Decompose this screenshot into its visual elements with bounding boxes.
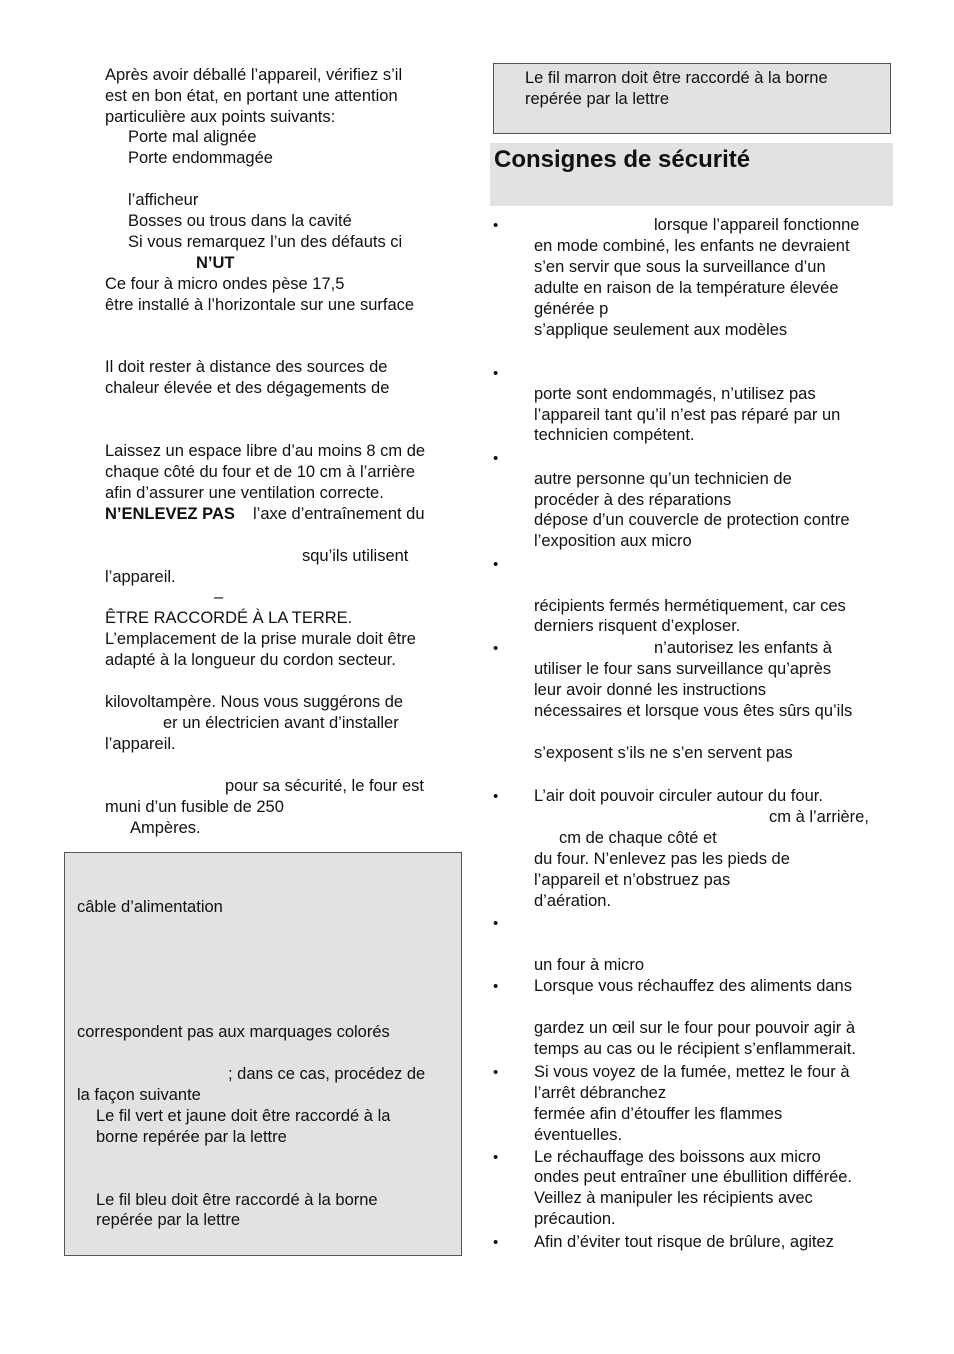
text-line: squ’ils utilisent [302,547,409,565]
text-line: éventuelles. [534,1126,623,1144]
text-line: gardez un œil sur le four pour pouvoir agir à [534,1019,855,1037]
text-line: Après avoir déballé l’appareil, vérifiez s’il [105,66,403,84]
wiring-box-line: la façon suivante [77,1086,201,1104]
text-line: s’exposent s’ils ne s’en servent pas [534,744,793,762]
text-line: Afin d’éviter tout risque de brûlure, agitez [534,1233,834,1251]
text-line: Porte endommagée [128,149,273,167]
text-line: L’emplacement de la prise murale doit être [105,630,416,648]
text-line: derniers risquent d’exploser. [534,617,741,635]
text-line: s’en servir que sous la surveillance d’un [534,258,826,276]
text-line: L’air doit pouvoir circuler autour du four. [534,787,823,805]
text-line: chaleur élevée et des dégagements de [105,379,390,397]
text-line: Ampères. [130,819,201,837]
text-line: procéder à des réparations [534,491,732,509]
text-line: muni d’un fusible de 250 [105,798,284,816]
text-line: nécessaires et lorsque vous êtes sûrs qu’ils [534,702,853,720]
text-line: fermée afin d’étouffer les flammes [534,1105,783,1123]
text-line: utiliser le four sans surveillance qu’après [534,660,832,678]
text-line: n’autorisez les enfants à [654,639,832,657]
bullet-marker: • [493,640,499,657]
text-line: l’appareil et n’obstruez pas [534,871,731,889]
wiring-box-line: correspondent pas aux marquages colorés [77,1023,390,1041]
text-line: du four. N’enlevez pas les pieds de [534,850,790,868]
wiring-box-line: câble d’alimentation [77,898,223,916]
bullet-marker: • [493,365,499,382]
bullet-marker: • [493,556,499,573]
text-line: Bosses ou trous dans la cavité [128,212,352,230]
text-line: adapté à la longueur du cordon secteur. [105,651,396,669]
text-line: lorsque l’appareil fonctionne [654,216,860,234]
text-line: l’appareil. [105,568,176,586]
text-line: autre personne qu’un technicien de [534,470,792,488]
bullet-marker: • [493,450,499,467]
text-line: adulte en raison de la température élevée [534,279,839,297]
text-line: – [214,588,224,606]
text-line: l’afficheur [128,191,199,209]
text-line: ondes peut entraîner une ébullition différée. [534,1168,853,1186]
text-line: Si vous remarquez l’un des défauts ci [128,233,403,251]
text-line: générée p [534,300,609,318]
text-line: N’ENLEVEZ PAS [105,505,235,523]
text-line: afin d’assurer une ventilation correcte. [105,484,384,502]
text-line: Laissez un espace libre d’au moins 8 cm de [105,442,426,460]
text-line: ÊTRE RACCORDÉ À LA TERRE. [105,609,353,627]
bullet-marker: • [493,915,499,932]
bullet-marker: • [493,1234,499,1251]
text-line: Ce four à micro ondes pèse 17,5 [105,275,345,293]
text-line: en mode combiné, les enfants ne devraient [534,237,850,255]
text-line: dépose d’un couvercle de protection contre [534,511,850,529]
text-line: être installé à l’horizontale sur une surface [105,296,415,314]
text-line: technicien compétent. [534,426,695,444]
bullet-marker: • [493,788,499,805]
text-line: chaque côté du four et de 10 cm à l’arrière [105,463,416,481]
text-line: particulière aux points suivants: [105,108,336,126]
text-line: d’aération. [534,892,612,910]
text-line: cm à l’arrière, [769,808,869,826]
text-line: un four à micro [534,956,645,974]
text-line: Lorsque vous réchauffez des aliments dans [534,977,852,995]
text-line: Veillez à manipuler les récipients avec [534,1189,813,1207]
text-line: l’arrêt débranchez [534,1084,667,1102]
text-line: Porte mal alignée [128,128,257,146]
text-line: er un électricien avant d’installer [163,714,399,732]
wiring-box-line: ; dans ce cas, procédez de [228,1065,426,1083]
wiring-box-line: Le fil vert et jaune doit être raccordé à la [96,1107,391,1125]
text-line: l’exposition aux micro [534,532,692,550]
text-line: l’appareil tant qu’il n’est pas réparé par un [534,406,841,424]
text-line: leur avoir donné les instructions [534,681,767,699]
text-line: temps au cas ou le récipient s’enflammerait. [534,1040,856,1058]
top-box-line: repérée par la lettre [525,90,669,108]
wiring-box-line: repérée par la lettre [96,1211,240,1229]
text-line: porte sont endommagés, n’utilisez pas [534,385,816,403]
top-box-line: Le fil marron doit être raccordé à la borne [525,69,828,87]
wiring-box-line: Le fil bleu doit être raccordé à la borne [96,1191,378,1209]
wiring-box-line: borne repérée par la lettre [96,1128,287,1146]
text-line: cm de chaque côté et [559,829,717,847]
text-line: Il doit rester à distance des sources de [105,358,388,376]
text-line: s’applique seulement aux modèles [534,321,788,339]
text-line: l’appareil. [105,735,176,753]
text-line: N’UT [196,254,235,272]
text-line: est en bon état, en portant une attention [105,87,398,105]
text-line: pour sa sécurité, le four est [225,777,425,795]
bullet-marker: • [493,217,499,234]
text-line: l’axe d’entraînement du [253,505,425,523]
text-line: Si vous voyez de la fumée, mettez le four à [534,1063,850,1081]
bullet-marker: • [493,978,499,995]
text-line: récipients fermés hermétiquement, car ces [534,597,846,615]
section-title: Consignes de sécurité [494,146,751,173]
text-line: précaution. [534,1210,616,1228]
bullet-marker: • [493,1149,499,1166]
bullet-marker: • [493,1064,499,1081]
text-line: Le réchauffage des boissons aux micro [534,1148,821,1166]
text-line: kilovoltampère. Nous vous suggérons de [105,693,404,711]
